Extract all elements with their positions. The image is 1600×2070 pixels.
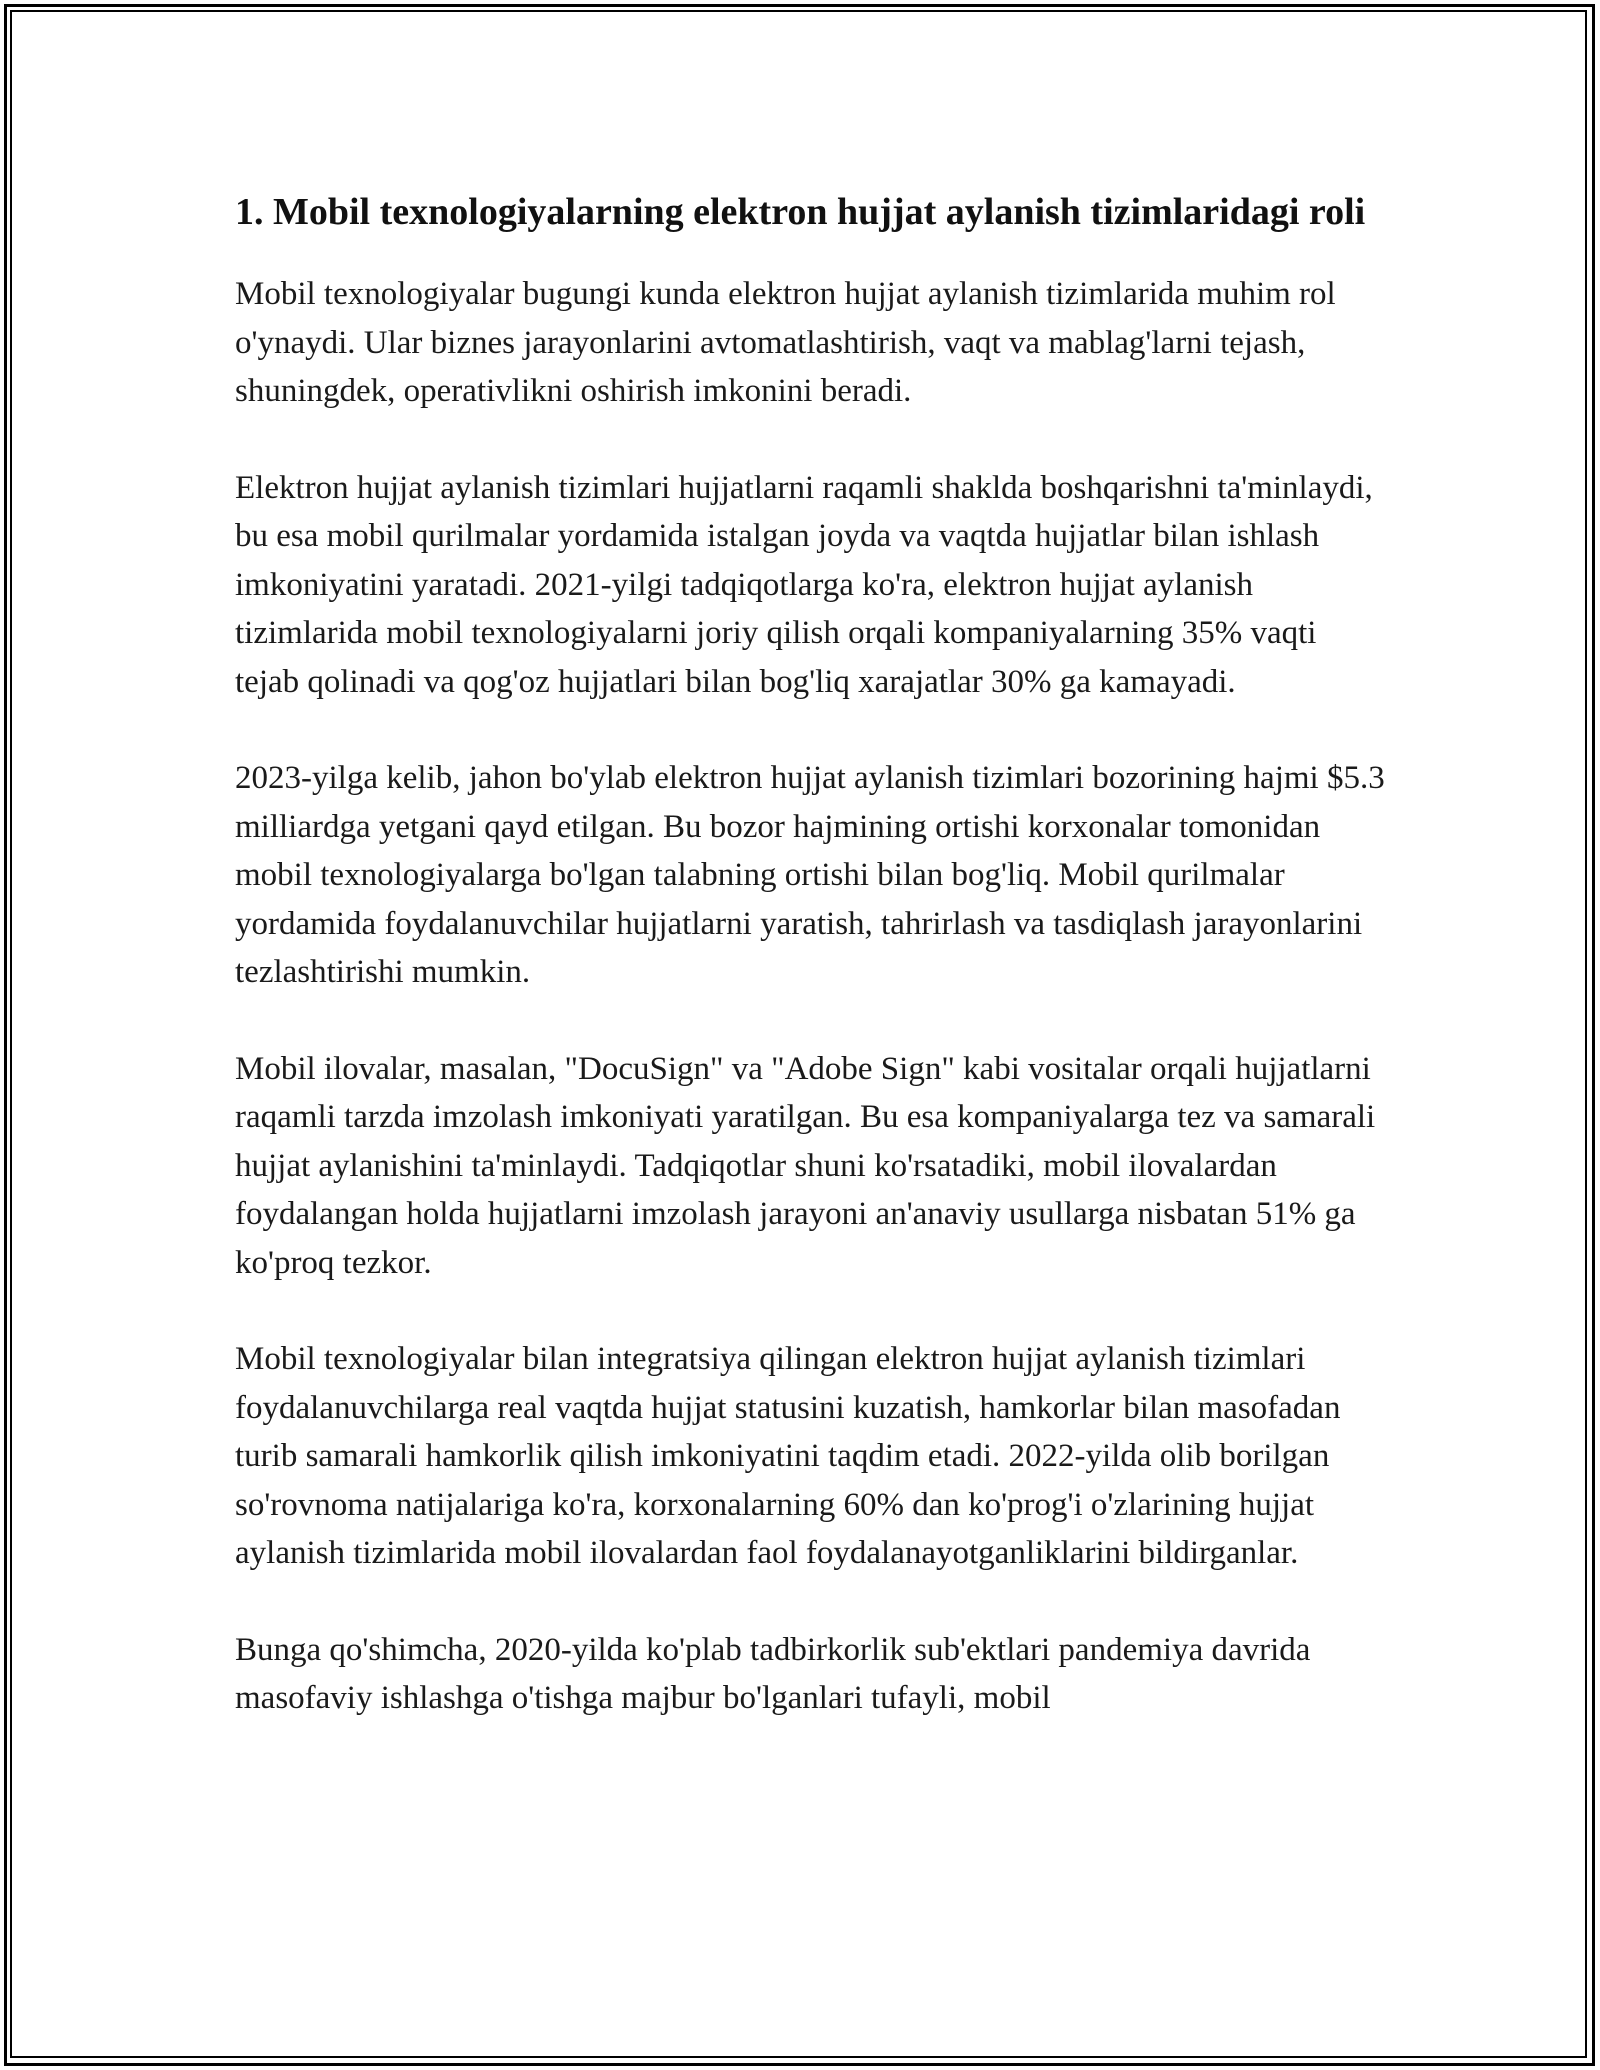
paragraph: Mobil ilovalar, masalan, "DocuSign" va "Adobe Sign" kabi vositalar orqali hujjatlarni raqamli tarzda imzolash imkoniyati yaratilgan. Bu esa kompaniyalarga tez va samarali hujjat aylanishini ta'minlaydi. Tadqiqotlar shuni ko'rsatadiki, mobil ilovalardan foydalangan holda hujjatlarni imzolash jarayoni an'anaviy usullarga nisbatan 51% ga ko'proq tezkor.	[235, 1050, 1376, 1281]
section-heading: 1. Mobil texnologiyalarning elektron hujjat aylanish tizimlaridagi roli	[235, 191, 1366, 233]
paragraph: Mobil texnologiyalar bugungi kunda elektron hujjat aylanish tizimlarida muhim rol o'ynaydi. Ular biznes jarayonlarini avtomatlashtirish, vaqt va mablag'larni tejash, shuningdek, operativlikni oshirish imkonini beradi.	[235, 276, 1336, 409]
paragraph: 2023-yilga kelib, jahon bo'ylab elektron hujjat aylanish tizimlari bozorining hajmi $5.3 milliardga yetgani qayd etilgan. Bu bozor hajmining ortishi korxonalar tomonidan mobil texnologiyalarga bo'lgan talabning ortishi bilan bog'liq. Mobil qurilmalar yordamida foydalanuvchilar hujjatlarni yaratish, tahrirlash va tasdiqlash jarayonlarini tezlashtirishi mumkin.	[235, 760, 1385, 990]
paragraph: Bunga qo'shimcha, 2020-yilda ko'plab tadbirkorlik sub'ektlari pandemiya davrida masofaviy ishlashga o'tishga majbur bo'lganlari tufayli, mobil	[235, 1631, 1311, 1716]
paragraph: Mobil texnologiyalar bilan integratsiya qilingan elektron hujjat aylanish tizimlari foydalanuvchilarga real vaqtda hujjat statusini kuzatish, hamkorlar bilan masofadan turib samarali hamkorlik qilish imkoniyatini taqdim etadi. 2022-yilda olib borilgan so'rovnoma natijalariga ko'ra, korxonalarning 60% dan ko'prog'i o'zlarining hujjat aylanish tizimlarida mobil ilovalardan faol foydalanayotganliklarini bildirganlar.	[235, 1341, 1341, 1571]
document-body	[235, 185, 1385, 1771]
paragraph: Elektron hujjat aylanish tizimlari hujjatlarni raqamli shaklda boshqarishni ta'minlaydi, bu esa mobil qurilmalar yordamida istalgan joyda va vaqtda hujjatlar bilan ishlash imkoniyatini yaratadi. 2021-yilgi tadqiqotlarga ko'ra, elektron hujjat aylanish tizimlarida mobil texnologiyalarni joriy qilish orqali kompaniyalarning 35% vaqti tejab qolinadi va qog'oz hujjatlari bilan bog'liq xarajatlar 30% ga kamayadi.	[235, 469, 1373, 700]
